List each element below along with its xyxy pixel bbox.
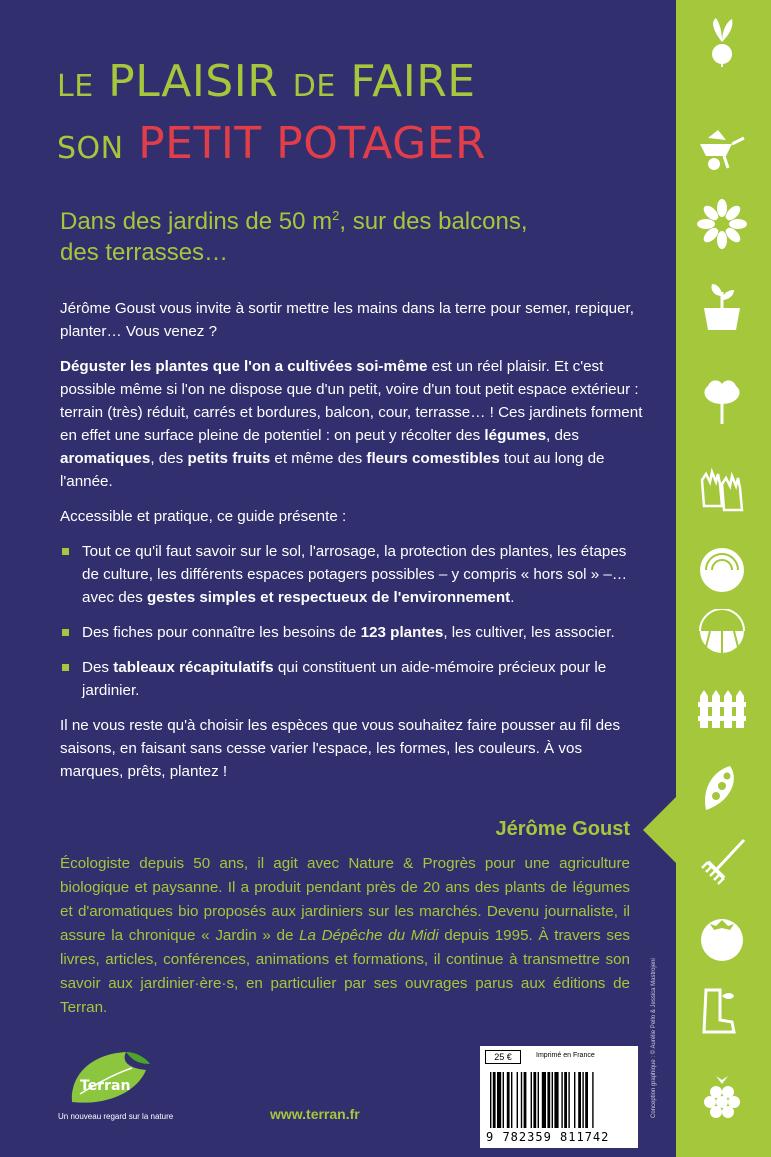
para2-bold5: fleurs comestibles bbox=[366, 450, 500, 467]
title-de: DE bbox=[292, 69, 336, 104]
melon-slice-icon bbox=[692, 605, 752, 665]
sidebar-band bbox=[676, 0, 771, 1157]
radish-icon bbox=[692, 12, 752, 72]
author-bio-italic: La Dépêche du Midi bbox=[299, 927, 439, 944]
para2-text1: est un réel plaisir. Et c'est possible même si l'on ne dispose que d'un petit, voire d'un tout petit espace extérieur : terrain (très) réduit, carrés et bordures, balcon, cour, terrasse… ! Ces jardinets forment en effet une surface pleine de potentiel : on peut y récolter des bbox=[60, 358, 643, 444]
rake-icon bbox=[692, 832, 752, 892]
back-cover-description bbox=[60, 297, 645, 795]
title-son: SON bbox=[57, 131, 124, 166]
list-item bbox=[60, 621, 645, 644]
subtitle-superscript: 2 bbox=[332, 208, 340, 223]
leaf-logo-icon bbox=[66, 1050, 151, 1105]
publisher-tagline: Un nouveau regard sur la nature bbox=[58, 1112, 174, 1121]
subtitle-line2: des terrasses… bbox=[60, 239, 229, 266]
bullet3-text: Des bbox=[82, 659, 114, 676]
list-item bbox=[60, 540, 645, 609]
author-bio-part1: Écologiste depuis 50 ans, il agit avec Nature & Progrès pour une agriculture biologique et paysanne. Il a produit pendant près de 20 ans des plants de légumes et d'aromatiques bio proposés aux jardiniers sur les marchés. Devenu journaliste, il assure la chronique « Jardin » de bbox=[60, 855, 630, 944]
bullet3-end: qui constituent un aide-mémoire précieux pour le jardinier. bbox=[82, 659, 607, 699]
guide-intro: Accessible et pratique, ce guide présente : bbox=[60, 508, 347, 525]
bullet1-bold: gestes simples et respectueux de l'environnement bbox=[147, 589, 511, 606]
para2-bold3: aromatiques bbox=[60, 450, 151, 467]
barcode-box bbox=[480, 1046, 638, 1148]
raspberry-icon bbox=[692, 1068, 752, 1128]
list-item bbox=[60, 656, 645, 702]
parsley-leaf-icon bbox=[692, 370, 752, 430]
title-petit-potager: PETIT POTAGER bbox=[138, 118, 487, 169]
para2-bold4: petits fruits bbox=[187, 450, 271, 467]
flower-icon bbox=[692, 194, 752, 254]
para2-text3: , des bbox=[150, 450, 188, 467]
gloves-icon bbox=[692, 462, 752, 522]
main-paragraph bbox=[60, 355, 645, 493]
beet-icon bbox=[692, 540, 752, 600]
bullet2-end: , les cultiver, les associer. bbox=[443, 624, 615, 641]
bullet1-end: . bbox=[510, 589, 515, 606]
pea-pod-icon bbox=[692, 758, 752, 818]
price-label: 25 € bbox=[485, 1050, 521, 1064]
printed-in-label: Imprimé en France bbox=[536, 1052, 595, 1059]
bullet-square bbox=[62, 548, 69, 555]
para2-bold2: légumes bbox=[484, 427, 547, 444]
sidebar-pointer bbox=[643, 796, 677, 864]
author-name: Jérôme Goust bbox=[495, 818, 630, 840]
bullet-square bbox=[62, 629, 69, 636]
feature-list bbox=[60, 540, 645, 702]
para2-bold1: Déguster les plantes que l'on a cultivées soi-même bbox=[60, 358, 428, 375]
tomato-icon bbox=[692, 908, 752, 968]
title-plaisir: PLAISIR bbox=[108, 56, 279, 107]
design-credits: Conception graphique : © Aurélie Pello & Jessica Mastrojeni bbox=[651, 958, 657, 1118]
author-bio bbox=[60, 852, 630, 1020]
subtitle-part2: , sur des balcons, bbox=[339, 208, 528, 235]
bullet2-bold: 123 plantes bbox=[360, 624, 444, 641]
boots-icon bbox=[692, 982, 752, 1042]
intro-paragraph: Jérôme Goust vous invite à sortir mettre les mains dans la terre pour semer, repiquer, planter… Vous venez ? bbox=[60, 300, 634, 340]
title-le: LE bbox=[57, 69, 94, 104]
author-bio-part2: depuis 1995. À travers ses livres, articles, conférences, animations et formations, il continue à transmettre son savoir aux jardinier·ère·s, en particulier par ses ouvrages parus aux éditions de Terran. bbox=[60, 927, 630, 1016]
bullet1-text: Tout ce qu'il faut savoir sur le sol, l'arrosage, la protection des plantes, les étapes de culture, les différents espaces potagers possibles – y compris « hors sol » –… avec des bbox=[82, 543, 628, 606]
para2-text2: , des bbox=[546, 427, 579, 444]
logo-text: Terran bbox=[80, 1078, 131, 1094]
closing-paragraph: Il ne vous reste qu'à choisir les espèces que vous souhaitez faire pousser au fil des saisons, en faisant sans cesse varier l'espace, les formes, les couleurs. À vos marques, prêts, plantez ! bbox=[60, 717, 621, 780]
bullet3-bold: tableaux récapitulatifs bbox=[113, 659, 274, 676]
seedling-pot-icon bbox=[692, 276, 752, 336]
book-subtitle bbox=[60, 200, 660, 268]
title-faire: FAIRE bbox=[350, 56, 476, 107]
para2-text5: tout au long de l'année. bbox=[60, 450, 605, 490]
bullet2-text: Des fiches pour connaître les besoins de bbox=[82, 624, 361, 641]
barcode-bars bbox=[488, 1072, 630, 1128]
isbn-number: 9 782359 811742 bbox=[486, 1130, 610, 1144]
para2-text4: et même des bbox=[270, 450, 367, 467]
subtitle-part1: Dans des jardins de 50 m bbox=[60, 208, 333, 235]
wheelbarrow-icon bbox=[692, 118, 752, 178]
book-title bbox=[57, 56, 657, 169]
bullet-square bbox=[62, 664, 69, 671]
publisher-website-link[interactable]: www.terran.fr bbox=[270, 1106, 360, 1122]
fence-icon bbox=[692, 678, 752, 738]
